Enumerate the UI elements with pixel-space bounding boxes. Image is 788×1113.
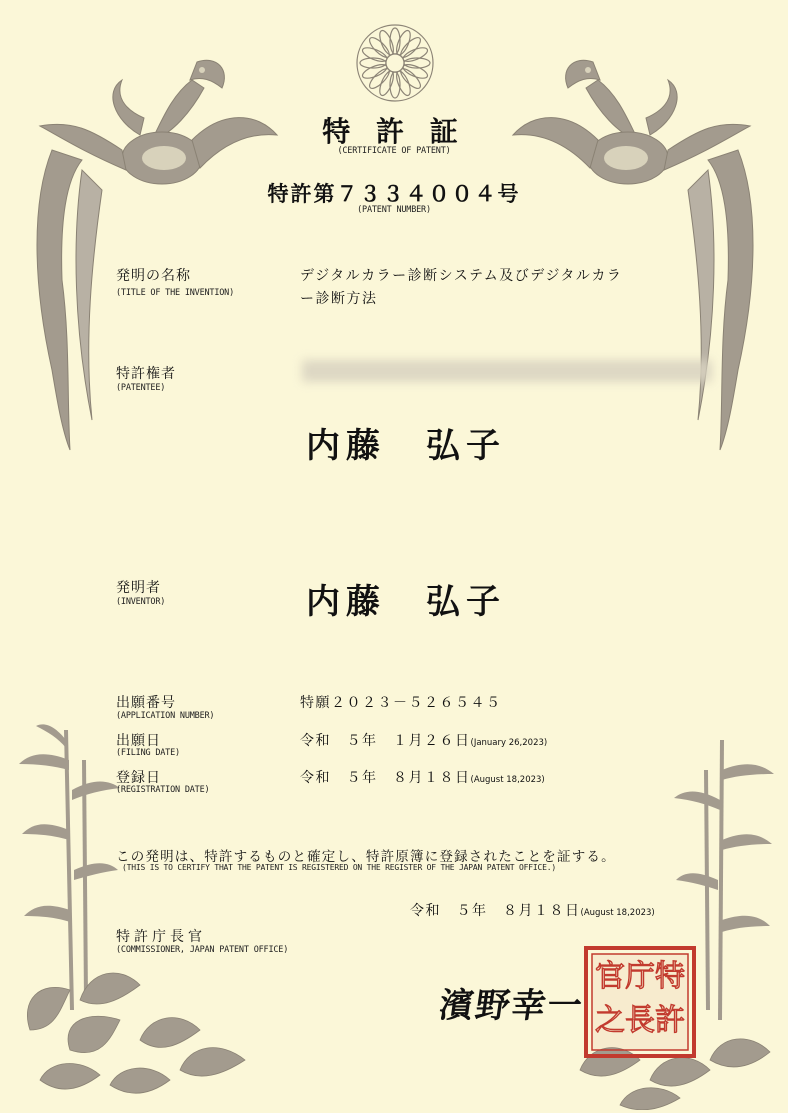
certification-date-jp: 令和 ５年 ８月１８日 bbox=[410, 903, 581, 919]
phoenix-left-icon bbox=[22, 40, 282, 460]
svg-text:之: 之 bbox=[595, 1003, 625, 1038]
filing-date-jp: 令和 ５年 １月２６日 bbox=[300, 733, 471, 749]
patentee-address-redacted bbox=[302, 360, 712, 382]
commissioner-label: 特許庁長官 bbox=[116, 929, 206, 945]
invention-title-line2: ー診断方法 bbox=[300, 291, 378, 307]
filing-date-label-en: (FILING DATE) bbox=[116, 748, 180, 758]
certification-date bbox=[410, 900, 655, 920]
patent-number: 特許第７３３４００４号 bbox=[267, 181, 521, 206]
phoenix-right-icon bbox=[508, 40, 768, 460]
leaf-ornament-left-icon bbox=[10, 960, 260, 1100]
inventor-label-en: (INVENTOR) bbox=[116, 597, 166, 607]
application-number-value: 特願２０２３－５２６５４５ bbox=[300, 695, 502, 711]
certification-text: この発明は、特許するものと確定し、特許原簿に登録されたことを証する。 bbox=[116, 849, 616, 865]
commissioner-label-en: (COMMISSIONER, JAPAN PATENT OFFICE) bbox=[116, 945, 289, 955]
inventor-label: 発明者 bbox=[116, 580, 161, 596]
certificate-title: 特 許 証 bbox=[322, 115, 466, 148]
svg-text:特: 特 bbox=[655, 959, 685, 994]
filing-date-label: 出願日 bbox=[116, 733, 161, 749]
chrysanthemum-emblem-icon bbox=[354, 22, 436, 104]
registration-date-jp: 令和 ５年 ８月１８日 bbox=[300, 770, 471, 786]
certification-text-en: (THIS IS TO CERTIFY THAT THE PATENT IS REGISTERED ON THE REGISTER OF THE JAPAN PATENT OFFICE.) bbox=[122, 863, 556, 872]
registration-date-label: 登録日 bbox=[116, 770, 161, 786]
inventor-name: 内藤 弘子 bbox=[306, 582, 506, 622]
official-seal-icon bbox=[582, 944, 698, 1060]
invention-title-line1: デジタルカラー診断システム及びデジタルカラ bbox=[300, 268, 623, 284]
invention-label: 発明の名称 bbox=[116, 268, 191, 284]
invention-label-en: (TITLE OF THE INVENTION) bbox=[116, 288, 235, 298]
filing-date-en: (January 26,2023) bbox=[470, 738, 548, 748]
patent-number-en: (PATENT NUMBER) bbox=[357, 205, 431, 215]
certification-date-en: (August 18,2023) bbox=[580, 908, 655, 918]
svg-text:許: 許 bbox=[655, 1003, 685, 1038]
certificate-title-en: (CERTIFICATE OF PATENT) bbox=[337, 146, 451, 156]
registration-date-en: (August 18,2023) bbox=[470, 775, 545, 785]
filing-date-value bbox=[300, 730, 547, 750]
patentee-label: 特許権者 bbox=[116, 366, 176, 382]
commissioner-signature: 濱野幸一 bbox=[436, 986, 587, 1026]
svg-text:庁: 庁 bbox=[625, 959, 655, 994]
patentee-name: 内藤 弘子 bbox=[306, 426, 506, 466]
registration-date-value bbox=[300, 767, 545, 787]
application-number-label: 出願番号 bbox=[116, 695, 176, 711]
patentee-label-en: (PATENTEE) bbox=[116, 383, 166, 393]
application-number-label-en: (APPLICATION NUMBER) bbox=[116, 711, 215, 721]
svg-text:官: 官 bbox=[595, 959, 625, 994]
registration-date-label-en: (REGISTRATION DATE) bbox=[116, 785, 210, 795]
svg-text:長: 長 bbox=[625, 1003, 655, 1038]
